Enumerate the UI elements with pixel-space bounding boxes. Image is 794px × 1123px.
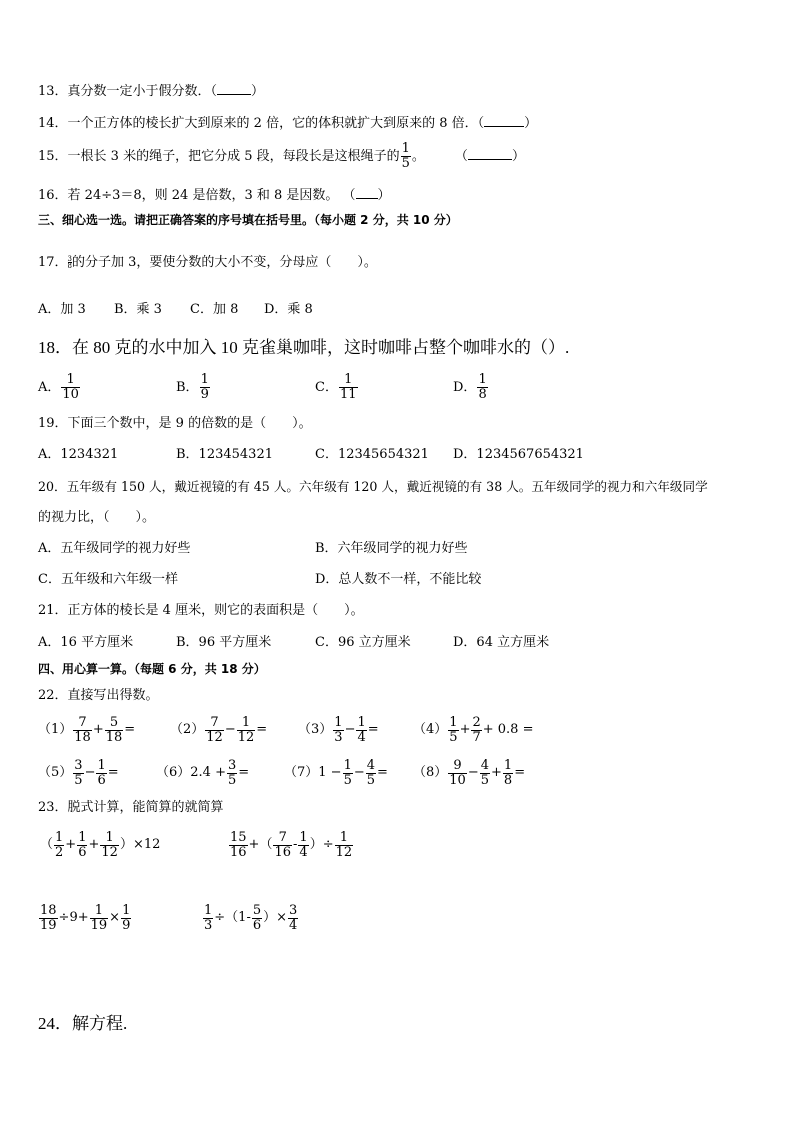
fraction: $\frac{1}{8}$ — [478, 372, 487, 402]
q18-option-a[interactable]: A． $\frac{1}{10}$ — [38, 372, 79, 402]
question-13 — [38, 82, 264, 101]
q23-expr-a: （ $\frac{1}{2}$ + $\frac{1}{6}$ + $\frac{1}{12}$ ）×12 — [40, 829, 161, 860]
q19-option-d[interactable]: D．1234567654321 — [453, 447, 584, 462]
question-21-text: 21．正方体的棱长是 4 厘米，则它的表面积是（ ）。 — [38, 603, 364, 618]
q17-option-b[interactable]: B．乘 3 — [114, 302, 162, 317]
paren-close: ） — [524, 116, 538, 131]
q22-expr-4: （4） $\frac{1}{5}$ + $\frac{2}{7}$ + 0.8 = — [413, 714, 534, 745]
fraction: $\frac{1}{5}$ — [401, 141, 410, 171]
q19-option-a[interactable]: A．1234321 — [38, 447, 119, 462]
q20-option-d[interactable]: D．总人数不一样，不能比较 — [315, 572, 482, 587]
question-24-text: 24．解方程. — [38, 1014, 128, 1033]
q22-expr-8: （8） $\frac{9}{10}$ − $\frac{4}{5}$ + $\frac{1}{8}$ = — [413, 757, 526, 788]
q23-expr-b: $\frac{15}{16}$ +（ $\frac{7}{16}$ - $\frac{1}{4}$ ）÷ $\frac{1}{12}$ — [230, 829, 353, 860]
question-23-title: 23．脱式计算，能简算的就简算 — [38, 800, 224, 815]
q22-expr-2: （2） $\frac{7}{12}$ − $\frac{1}{12}$ = — [170, 714, 268, 745]
q22-expr-3: （3） $\frac{1}{3}$ − $\frac{1}{4}$ = — [298, 714, 379, 745]
q17-option-a[interactable]: A．加 3 — [38, 302, 86, 317]
answer-blank[interactable] — [484, 114, 524, 127]
answer-blank[interactable] — [356, 186, 378, 199]
question-15-text: 15．一根长 3 米的绳子，把它分成 5 段，每段长是这根绳子的 — [38, 149, 400, 164]
answer-blank[interactable] — [217, 82, 251, 95]
fraction: $\frac{3}{8}$ — [67, 255, 73, 270]
section-4-heading: 四、用心算一算。（每题 6 分，共 18 分） — [38, 662, 266, 676]
question-15: 15．一根长 3 米的绳子，把它分成 5 段，每段长是这根绳子的 $\frac{1}{5}$ 。 （ ） — [38, 141, 525, 171]
question-16-text: 16．若 24÷3＝8，则 24 是倍数，3 和 8 是因数。 （ — [38, 188, 356, 203]
question-19-text: 19．下面三个数中，是 9 的倍数的是（ ）。 — [38, 416, 312, 431]
question-13-text: 13．真分数一定小于假分数．（ — [38, 84, 218, 99]
answer-blank[interactable] — [468, 147, 512, 160]
q17-option-c[interactable]: C．加 8 — [190, 302, 239, 317]
q20-option-b[interactable]: B．六年级同学的视力好些 — [315, 541, 468, 556]
q22-expr-1: （1） $\frac{7}{18}$ + $\frac{5}{18}$ = — [38, 714, 136, 745]
q23-expr-c: $\frac{18}{19}$ ÷9+ $\frac{1}{19}$ × $\frac{1}{9}$ — [40, 902, 131, 933]
fraction: $\frac{1}{11}$ — [339, 372, 357, 402]
fraction: $\frac{1}{9}$ — [200, 372, 209, 402]
q18-option-d[interactable]: D． $\frac{1}{8}$ — [453, 372, 487, 402]
fraction: $\frac{1}{10}$ — [62, 372, 79, 402]
question-14-text: 14．一个正方体的棱长扩大到原来的 2 倍，它的体积就扩大到原来的 8 倍．（ — [38, 116, 485, 131]
q17-option-d[interactable]: D．乘 8 — [264, 302, 313, 317]
q20-option-a[interactable]: A．五年级同学的视力好些 — [38, 541, 191, 556]
q23-expr-d: $\frac{1}{3}$ ÷（1- $\frac{5}{6}$ ）× $\frac{3}{4}$ — [204, 902, 298, 933]
question-22-title: 22．直接写出得数。 — [38, 688, 159, 703]
question-17: 17． $\frac{3}{8}$ 的分子加 3，要使分数的大小不变，分母应（ ）。 — [38, 255, 377, 270]
section-3-heading: 三、细心选一选。请把正确答案的序号填在括号里。（每小题 2 分，共 10 分） — [38, 213, 458, 227]
q22-expr-7: （7）1 − $\frac{1}{5}$ − $\frac{4}{5}$ = — [284, 757, 388, 788]
q19-option-c[interactable]: C．12345654321 — [315, 447, 429, 462]
q20-option-c[interactable]: C．五年级和六年级一样 — [38, 572, 178, 587]
q19-option-b[interactable]: B．123454321 — [176, 447, 273, 462]
q21-option-c[interactable]: C．96 立方厘米 — [315, 635, 411, 650]
question-18-text: 18．在 80 克的水中加入 10 克雀巢咖啡，这时咖啡占整个咖啡水的（）. — [38, 338, 570, 357]
q22-expr-6: （6）2.4 + $\frac{3}{5}$ = — [156, 757, 250, 788]
q21-option-a[interactable]: A．16 平方厘米 — [38, 635, 134, 650]
q18-option-c[interactable]: C． $\frac{1}{11}$ — [315, 372, 357, 402]
question-17-text: 的分子加 3，要使分数的大小不变，分母应（ ）。 — [72, 255, 377, 270]
q21-option-d[interactable]: D．64 立方厘米 — [453, 635, 550, 650]
paren-close: ） — [251, 84, 265, 99]
question-16: 16．若 24÷3＝8，则 24 是倍数，3 和 8 是因数。 （ ） — [38, 188, 391, 203]
question-20-line1: 20．五年级有 150 人，戴近视镜的有 45 人。六年级有 120 人，戴近视镜的有 38 人。五年级同学的视力和六年级同学 — [38, 479, 708, 494]
question-14 — [38, 114, 537, 133]
question-20-line2: 的视力比，（ ）。 — [38, 510, 156, 525]
q18-option-b[interactable]: B． $\frac{1}{9}$ — [176, 372, 209, 402]
q22-expr-5: （5） $\frac{3}{5}$ − $\frac{1}{6}$ = — [38, 757, 119, 788]
q21-option-b[interactable]: B．96 平方厘米 — [176, 635, 272, 650]
